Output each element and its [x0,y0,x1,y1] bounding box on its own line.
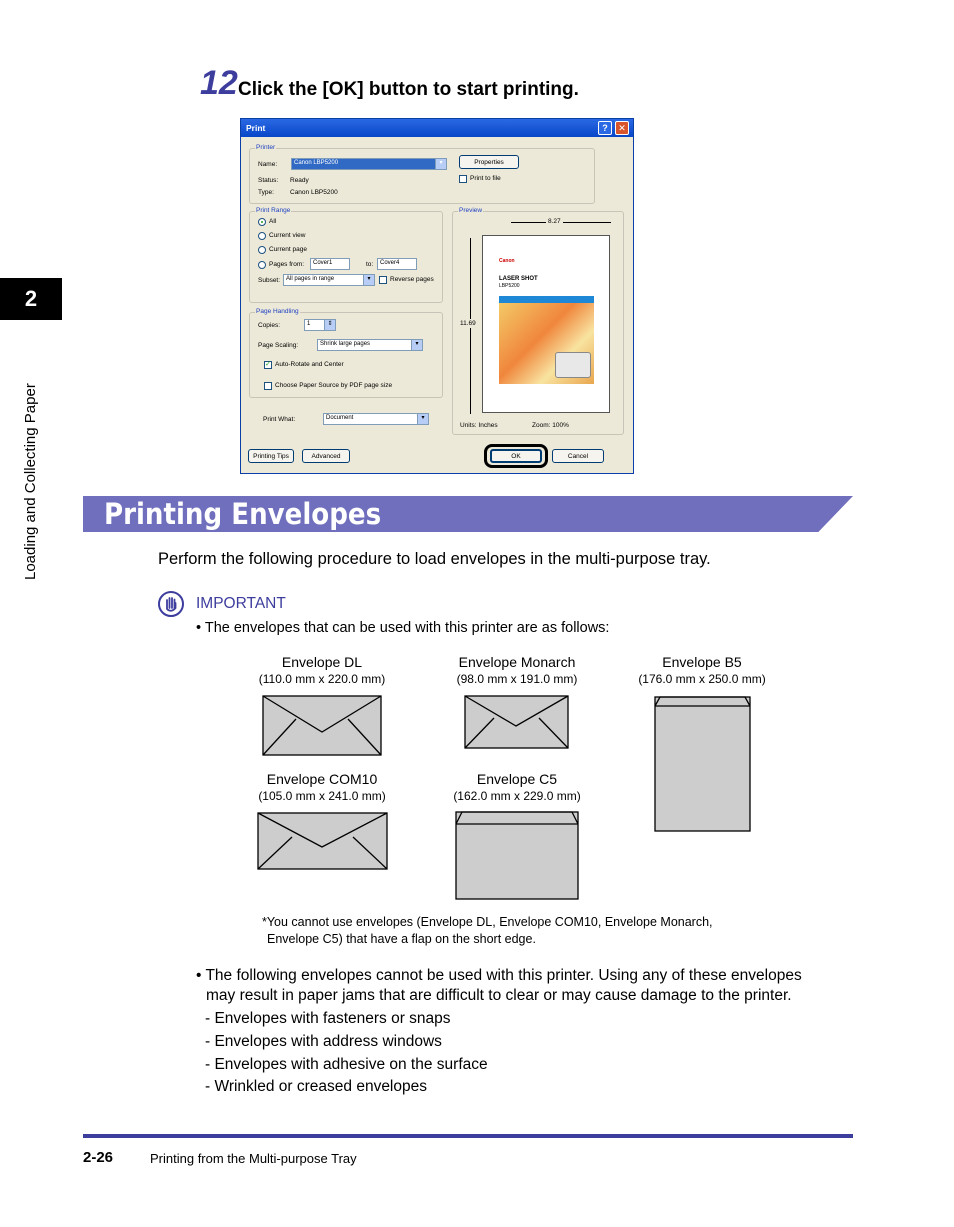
pages-from-input[interactable]: Cover1 [310,258,350,270]
printer-name-label: Name: [258,161,278,168]
properties-button[interactable]: Properties [459,155,519,169]
copies-label: Copies: [258,322,281,329]
print-what-label: Print What: [263,416,296,423]
note-line-2: Envelope C5) that have a flap on the short edge. [267,932,536,946]
bullet2-line-2: may result in paper jams that are difficult to clear or may cause damage to the printer. [206,987,792,1004]
print-range-title: Print Range [256,207,291,214]
envelope-c5-image [456,812,578,899]
printer-group-title: Printer [256,144,276,151]
envelope-dl-image [263,696,381,755]
ok-button[interactable]: OK [490,449,542,463]
envelope-b5-size: (176.0 mm x 250.0 mm) [638,672,766,686]
short-edge-flap-note [262,914,782,948]
envelope-dl-size: (110.0 mm x 220.0 mm) [258,672,386,686]
scaling-label: Page Scaling: [258,342,299,349]
subset-label: Subset: [258,277,281,284]
step-number: 12 [200,64,238,102]
range-all-label: All [269,218,277,225]
preview-height: 11.69 [460,320,476,327]
usable-envelopes-bullet: • The envelopes that can be used with this printer are as follows: [196,620,610,636]
print-to-file-label: Print to file [470,175,501,182]
printer-status-value: Ready [290,177,309,184]
bullet2-line-1: • The following envelopes cannot be used with this printer. Using any of these envelopes [196,967,802,984]
envelope-dl-name: Envelope DL [281,654,363,670]
range-current-page-label: Current page [269,246,307,253]
preview-zoom: Zoom: 100% [532,422,569,429]
list-item: - Wrinkled or creased envelopes [205,1078,427,1095]
chevron-down-icon: ▾ [417,414,428,424]
reverse-pages-label: Reverse pages [390,276,434,283]
preview-brand: Canon [499,258,515,264]
printer-status-label: Status: [258,177,279,184]
list-item: - Envelopes with address windows [205,1033,442,1050]
chapter-side-title: Loading and Collecting Paper [22,383,39,580]
preview-title: Preview [459,207,483,214]
footer-chapter-title: Printing from the Multi-purpose Tray [150,1151,357,1166]
envelope-com10-size: (105.0 mm x 241.0 mm) [258,789,386,803]
preview-doc-model: LBP5200 [499,283,520,289]
chevron-down-icon: ▾ [363,275,374,285]
page-handling-title: Page Handling [256,308,299,315]
preview-width: 8.27 [548,218,561,225]
envelope-c5-size: (162.0 mm x 229.0 mm) [453,789,581,803]
envelope-monarch-image [465,696,568,748]
intro-paragraph: Perform the following procedure to load envelopes in the multi-purpose tray. [158,550,711,568]
list-item: - Envelopes with adhesive on the surface [205,1056,488,1073]
auto-rotate-checkbox[interactable]: ✓ [265,361,271,368]
page-number: 2-26 [83,1149,114,1166]
envelope-b5-image [655,697,750,831]
help-icon[interactable]: ? [598,121,612,135]
page-scaling-value: Shrink large pages [320,341,371,347]
spinner-icon: ⇕ [324,320,335,330]
printer-type-value: Canon LBP5200 [290,189,338,196]
note-line-1: *You cannot use envelopes (Envelope DL, Envelope COM10, Envelope Monarch, [262,915,713,929]
dialog-title: Print [246,123,266,133]
envelope-com10-name: Envelope COM10 [266,771,378,787]
print-what-value: Document [326,415,354,421]
envelope-monarch-size: (98.0 mm x 191.0 mm) [456,672,578,686]
envelope-monarch-name: Envelope Monarch [458,654,576,670]
copies-value: 1 [307,321,311,327]
chevron-down-icon: ▾ [411,340,422,350]
auto-rotate-label: Auto-Rotate and Center [275,361,344,368]
close-icon[interactable]: ✕ [615,121,629,135]
section-title: Printing Envelopes [104,497,382,531]
step-instruction: Click the [OK] button to start printing. [238,79,579,100]
chevron-down-icon: ▾ [435,159,446,169]
subset-value: All pages in range [286,276,335,282]
footer-rule [83,1134,853,1138]
printer-type-label: Type: [258,189,274,196]
range-current-view-label: Current view [269,232,306,239]
envelope-c5-name: Envelope C5 [476,771,558,787]
printer-name-value: Canon LBP5200 [294,160,339,166]
pages-to-label: to: [366,261,374,268]
envelope-com10-image [258,813,387,869]
range-pages-label: Pages from: [269,261,305,268]
pages-to-input[interactable]: Cover4 [377,258,417,270]
important-label: IMPORTANT [196,595,286,612]
preview-doc-title: LASER SHOT [499,276,538,282]
list-item: - Envelopes with fasteners or snaps [205,1010,451,1027]
chapter-tab: 2 [0,278,62,320]
unusable-envelopes-bullet [196,966,856,1006]
choose-source-label: Choose Paper Source by PDF page size [275,382,393,389]
envelope-b5-name: Envelope B5 [662,654,742,670]
cancel-button[interactable]: Cancel [552,449,604,463]
preview-units: Units: Inches [460,422,498,429]
printing-tips-button[interactable]: Printing Tips [248,449,294,463]
advanced-button[interactable]: Advanced [302,449,350,463]
